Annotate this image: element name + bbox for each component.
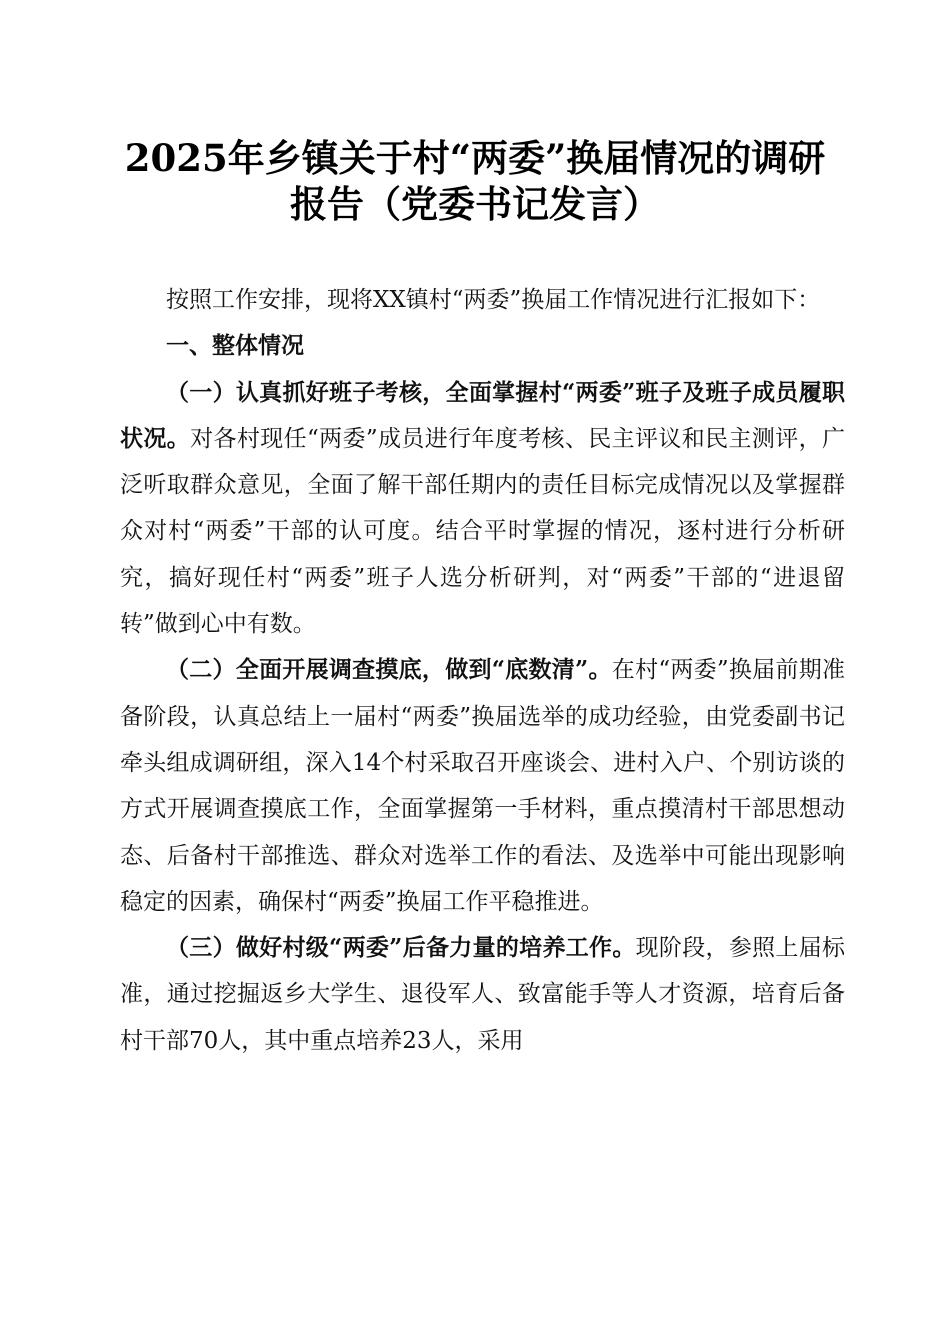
title-line-1: 2025年乡镇关于村“两委”换届情况的调研 — [124, 136, 826, 180]
title-line-2: 报告（党委书记发言） — [290, 182, 660, 226]
paragraph-2-text: 在村“两委”换届前期准备阶段，认真总结上一届村“两委”换届选举的成功经验，由党委副书记牵头组成调研组，深入14个村采取召开座谈会、进村入户、个别访谈的方式开展调查摸底工作，全面掌握第一手材料，重点摸清村干部思想动态、后备村干部推选、群众对选举工作的看法、及选举中可能出现影响稳定的因素，确保村“两委”换届工作平稳推进。 — [120, 657, 845, 915]
paragraph-2-lead: （二）全面开展调查摸底，做到“底数清”。 — [166, 656, 612, 684]
paragraph-2 — [120, 647, 845, 925]
paragraph-1 — [120, 370, 845, 648]
paragraph-3 — [120, 925, 845, 1064]
paragraph-1-text: 对各村现任“两委”成员进行年度考核、民主评议和民主测评，广泛听取群众意见，全面了解干部任期内的责任目标完成情况以及掌握群众对村“两委”干部的认可度。结合平时掌握的情况，逐村进行分析研究，搞好现任村“两委”班子人选分析研判，对“两委”干部的“进退留转”做到心中有数。 — [120, 425, 846, 638]
document-title — [100, 135, 850, 227]
document-body — [120, 277, 845, 1064]
paragraph-3-text: 现阶段，参照上届标准，通过挖掘返乡大学生、退役军人、致富能手等人才资源，培育后备村干部70人，其中重点培养23人，采用 — [120, 935, 845, 1054]
section-heading: 一、整体情况 — [166, 333, 304, 360]
paragraph-3-lead: （三）做好村级“两委”后备力量的培养工作。 — [166, 934, 636, 962]
paragraph-1-lead: （一）认真抓好班子考核，全面掌握村“两委”班子及班子成员履职状况。 — [120, 378, 845, 452]
intro-paragraph: 按照工作安排，现将XX镇村“两委”换届工作情况进行汇报如下： — [166, 287, 821, 313]
